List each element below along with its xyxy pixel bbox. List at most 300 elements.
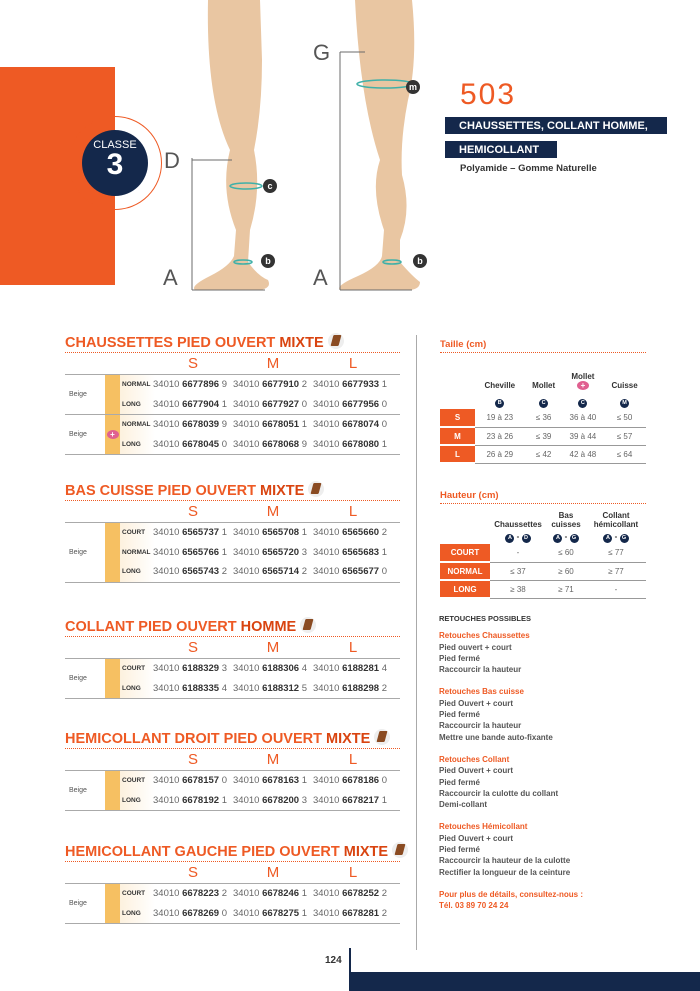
retouche-block <box>439 686 583 742</box>
code-check: 2 <box>381 682 387 694</box>
cell: ≥ 77 <box>586 562 646 580</box>
code-prefix: 34010 <box>233 438 260 450</box>
code-main: 6188312 <box>262 682 300 694</box>
product-code <box>313 683 393 694</box>
code-main: 6188329 <box>182 663 220 675</box>
code-check: 0 <box>221 438 227 450</box>
product-title-text: CHAUSSETTES PIED OUVERT <box>65 335 280 351</box>
code-check: 1 <box>301 907 307 919</box>
material: Polyamide – Gomme Naturelle <box>460 163 597 174</box>
cell: ≤ 57 <box>603 427 646 445</box>
code-main: 6565714 <box>262 566 300 578</box>
product-code <box>233 775 313 786</box>
plus-icon: + <box>577 381 589 390</box>
code-main: 6678252 <box>342 888 380 900</box>
product-title-text: BAS CUISSE PIED OUVERT <box>65 483 260 499</box>
marker-m: m <box>408 82 418 92</box>
code-main: 6188298 <box>342 682 380 694</box>
code-check: 3 <box>221 663 227 675</box>
size-S: S <box>187 639 198 656</box>
product-code <box>153 439 233 450</box>
marker-b: b <box>265 256 271 266</box>
code-check: 2 <box>381 527 387 539</box>
color-label: Beige <box>69 900 87 907</box>
badge-icon: A <box>553 534 562 543</box>
size-M: M <box>266 864 280 881</box>
retouche-item: Pied Ouvert + court <box>439 766 514 776</box>
product-title <box>65 481 400 501</box>
cell: 42 à 48 <box>563 445 604 463</box>
code-prefix: 34010 <box>233 663 260 675</box>
code-prefix: 34010 <box>153 527 180 539</box>
retouche-block <box>439 821 583 877</box>
code-check: 9 <box>301 438 307 450</box>
code-prefix: 34010 <box>313 566 340 578</box>
product-title-line1: CHAUSSETTES, COLLANT HOMME, <box>445 117 667 134</box>
taille-table <box>440 353 646 464</box>
badge-icon: B <box>495 399 504 408</box>
color-group <box>65 523 400 583</box>
code-prefix: 34010 <box>233 546 260 558</box>
table-row <box>120 791 400 811</box>
retouche-item: Pied fermé <box>439 653 480 663</box>
product-code <box>233 419 313 430</box>
size-label: S <box>440 409 475 427</box>
size-header <box>65 501 400 523</box>
badge-icon: M <box>620 399 629 408</box>
label-d: D <box>164 148 180 173</box>
code-check: 0 <box>381 566 387 578</box>
code-prefix: 34010 <box>153 682 180 694</box>
code-main: 6678186 <box>342 775 380 787</box>
retouche-item: Pied fermé <box>439 845 480 855</box>
badge-icon: D <box>522 534 531 543</box>
cell: - <box>490 544 546 562</box>
length-label: LONG <box>122 568 141 576</box>
size-M: M <box>266 639 280 656</box>
hauteur-section <box>440 490 646 599</box>
plus-icon: + <box>107 430 119 439</box>
code-main: 6678200 <box>262 794 300 806</box>
code-prefix: 34010 <box>313 907 340 919</box>
cell: ≤ 37 <box>490 562 546 580</box>
badge-icon: A <box>505 534 514 543</box>
product-code <box>233 908 313 919</box>
code-prefix: 34010 <box>313 775 340 787</box>
group-rows <box>120 884 400 923</box>
badge-icon: A <box>603 534 612 543</box>
size-S: S <box>187 751 198 768</box>
code-main: 6678051 <box>262 419 300 431</box>
code-prefix: 34010 <box>233 794 260 806</box>
code-prefix: 34010 <box>233 419 260 431</box>
code-prefix: 34010 <box>233 566 260 578</box>
table-row <box>120 562 400 582</box>
code-prefix: 34010 <box>233 682 260 694</box>
code-check: 4 <box>301 663 307 675</box>
length-label: COURT <box>440 544 490 562</box>
retouche-title: Retouches Chaussettes <box>439 631 530 641</box>
cell: ≤ 50 <box>603 409 646 427</box>
retouches-heading: RETOUCHES POSSIBLES <box>439 614 531 623</box>
color-label: Beige <box>69 787 87 794</box>
table-row <box>440 409 646 427</box>
code-prefix: 34010 <box>233 888 260 900</box>
product-code <box>313 775 393 786</box>
size-L: L <box>348 639 358 656</box>
group-rows <box>120 375 400 414</box>
size-L: L <box>348 503 358 520</box>
code-check: 1 <box>221 546 227 558</box>
table-row <box>120 523 400 543</box>
col-collant: Collant hémicollant <box>593 511 639 529</box>
product-table <box>65 617 400 699</box>
product-code <box>153 566 233 577</box>
color-label: Beige <box>69 675 87 682</box>
hauteur-table <box>440 504 646 599</box>
size-S: S <box>187 864 198 881</box>
product-title <box>65 729 400 749</box>
length-label: LONG <box>122 909 141 917</box>
badge-pair: A - G <box>586 530 646 544</box>
retouche-item: Rectifier la longueur de la ceinture <box>439 867 571 877</box>
code-main: 6565743 <box>182 566 220 578</box>
code-main: 6678223 <box>182 888 220 900</box>
cell: ≥ 71 <box>546 580 586 598</box>
col-cuisse: Cuisse <box>611 381 638 390</box>
code-prefix: 34010 <box>313 419 340 431</box>
color-group <box>65 659 400 699</box>
size-S: S <box>187 355 198 372</box>
product-title <box>65 333 400 353</box>
product-title-text: HEMICOLLANT DROIT PIED OUVERT <box>65 731 326 747</box>
table-row <box>440 544 646 562</box>
open-toe-icon <box>308 481 324 497</box>
table-row <box>120 771 400 791</box>
code-main: 6565708 <box>262 527 300 539</box>
retouche-title: Retouches Bas cuisse <box>439 687 524 697</box>
product-title-bold: MIXTE <box>326 731 371 747</box>
table-row <box>120 415 400 435</box>
cell: 26 à 29 <box>475 445 525 463</box>
length-label: NORMAL <box>122 421 151 429</box>
retouche-item: Pied Ouvert + court <box>439 698 514 708</box>
badge-pair: A - G <box>546 530 586 544</box>
size-label: L <box>440 445 475 463</box>
product-code <box>313 566 393 577</box>
cell: ≥ 38 <box>490 580 546 598</box>
code-prefix: 34010 <box>313 888 340 900</box>
table-row <box>120 904 400 924</box>
code-check: 1 <box>221 794 227 806</box>
length-label: LONG <box>122 796 141 804</box>
code-prefix: 34010 <box>153 566 180 578</box>
table-row <box>120 395 400 415</box>
code-main: 6677904 <box>182 398 220 410</box>
color-bar <box>105 659 120 698</box>
code-prefix: 34010 <box>233 379 260 391</box>
table-row <box>440 580 646 598</box>
code-prefix: 34010 <box>153 438 180 450</box>
group-rows <box>120 771 400 810</box>
code-check: 4 <box>221 682 227 694</box>
size-L: L <box>348 355 358 372</box>
taille-title: Taille (cm) <box>440 339 646 353</box>
code-main: 6678157 <box>182 775 220 787</box>
code-prefix: 34010 <box>233 527 260 539</box>
badge-icon: C <box>578 399 587 408</box>
code-prefix: 34010 <box>233 775 260 787</box>
table-row <box>440 445 646 463</box>
code-main: 6188306 <box>262 663 300 675</box>
code-check: 2 <box>301 379 307 391</box>
product-title-line2: HEMICOLLANT <box>445 141 557 158</box>
length-label: LONG <box>122 684 141 692</box>
product-code <box>153 775 233 786</box>
code-main: 6565683 <box>342 546 380 558</box>
badge-icon: C <box>539 399 548 408</box>
length-label: NORMAL <box>440 562 490 580</box>
retouche-item: Pied Ouvert + court <box>439 833 514 843</box>
cell: 19 à 23 <box>475 409 525 427</box>
product-code <box>233 566 313 577</box>
code-check: 1 <box>381 546 387 558</box>
code-prefix: 34010 <box>153 379 180 391</box>
code-check: 1 <box>301 888 307 900</box>
product-code <box>153 795 233 806</box>
color-group <box>65 771 400 811</box>
code-main: 6677910 <box>262 379 300 391</box>
code-check: 2 <box>381 888 387 900</box>
length-label: LONG <box>122 440 141 448</box>
code-main: 6188281 <box>342 663 380 675</box>
product-code <box>153 379 233 390</box>
product-reference: 503 <box>460 78 517 111</box>
retouche-item: Pied fermé <box>439 710 480 720</box>
size-S: S <box>187 503 198 520</box>
code-main: 6677956 <box>342 398 380 410</box>
length-label: LONG <box>440 580 490 598</box>
size-L: L <box>348 751 358 768</box>
code-check: 5 <box>301 682 307 694</box>
code-main: 6565720 <box>262 546 300 558</box>
code-check: 0 <box>221 907 227 919</box>
col-label: Mollet <box>571 372 595 381</box>
product-code <box>313 439 393 450</box>
group-rows <box>120 523 400 582</box>
table-row <box>120 659 400 679</box>
color-bar <box>105 415 120 454</box>
code-check: 1 <box>381 379 387 391</box>
size-header <box>65 353 400 375</box>
cell: 36 à 40 <box>563 409 604 427</box>
size-header <box>65 862 400 884</box>
length-label: COURT <box>122 777 146 785</box>
code-main: 6678217 <box>342 794 380 806</box>
product-code <box>313 379 393 390</box>
code-main: 6565677 <box>342 566 380 578</box>
code-main: 6565766 <box>182 546 220 558</box>
code-main: 6678269 <box>182 907 220 919</box>
product-title-bold: MIXTE <box>343 844 389 860</box>
code-prefix: 34010 <box>153 546 180 558</box>
col-cheville: Cheville <box>484 381 516 390</box>
color-label: Beige <box>69 431 87 438</box>
code-main: 6565737 <box>182 527 220 539</box>
size-L: L <box>348 864 358 881</box>
code-main: 6678068 <box>262 438 300 450</box>
length-label: COURT <box>122 665 146 673</box>
code-check: 2 <box>221 566 227 578</box>
product-title-text: HEMICOLLANT GAUCHE PIED OUVERT <box>65 844 344 860</box>
code-prefix: 34010 <box>313 663 340 675</box>
page-number: 124 <box>325 955 342 966</box>
product-code <box>313 527 393 538</box>
color-group <box>65 884 400 924</box>
table-row <box>120 679 400 699</box>
cell: - <box>586 580 646 598</box>
product-code <box>233 527 313 538</box>
retouche-item: Pied ouvert + court <box>439 642 512 652</box>
product-code <box>153 547 233 558</box>
length-label: COURT <box>122 529 146 537</box>
code-prefix: 34010 <box>313 682 340 694</box>
cell: 39 à 44 <box>563 427 604 445</box>
code-check: 4 <box>381 663 387 675</box>
product-table <box>65 333 400 455</box>
product-title <box>65 617 400 637</box>
code-main: 6565660 <box>342 527 380 539</box>
open-toe-icon <box>300 617 316 633</box>
label-a: A <box>163 265 178 290</box>
product-code <box>153 527 233 538</box>
code-main: 6677896 <box>182 379 220 391</box>
code-main: 6677927 <box>262 398 300 410</box>
product-title-bold: MIXTE <box>259 483 305 499</box>
cell: ≤ 36 <box>525 409 563 427</box>
product-code <box>313 663 393 674</box>
product-title-bold: HOMME <box>240 619 297 635</box>
label-g: G <box>313 40 331 65</box>
product-code <box>233 399 313 410</box>
retouche-block <box>439 630 583 675</box>
code-check: 2 <box>381 907 387 919</box>
size-M: M <box>266 355 280 372</box>
cell: ≥ 60 <box>546 562 586 580</box>
group-rows <box>120 659 400 698</box>
code-prefix: 34010 <box>313 546 340 558</box>
marker-b2: b <box>417 256 423 266</box>
product-code <box>233 439 313 450</box>
col-mollet-plus <box>563 353 604 391</box>
cell: ≤ 77 <box>586 544 646 562</box>
footer-bar <box>350 972 700 991</box>
length-label: COURT <box>122 890 146 898</box>
classe-number: 3 <box>106 148 124 181</box>
retouche-title: Retouches Hémicollant <box>439 822 528 832</box>
code-prefix: 34010 <box>153 794 180 806</box>
open-toe-icon <box>328 333 344 349</box>
classe-label: CLASSE <box>93 139 137 151</box>
color-bar <box>105 375 120 414</box>
code-main: 6678246 <box>262 888 300 900</box>
badge-pair: A - D <box>490 530 546 544</box>
product-code <box>313 399 393 410</box>
code-check: 1 <box>381 794 387 806</box>
product-code <box>153 888 233 899</box>
contact-line: Pour plus de détails, consultez-nous : <box>439 889 584 899</box>
product-code <box>313 908 393 919</box>
retouche-item: Mettre une bande auto-fixante <box>439 732 553 742</box>
length-label: LONG <box>122 400 141 408</box>
code-main: 6678045 <box>182 438 220 450</box>
product-code <box>313 419 393 430</box>
color-group <box>65 375 400 415</box>
product-code <box>313 888 393 899</box>
retouche-item: Raccourcir la hauteur de la culotte <box>439 856 571 866</box>
code-check: 3 <box>301 794 307 806</box>
classe-badge <box>82 130 148 196</box>
code-check: 0 <box>301 398 307 410</box>
product-code <box>153 399 233 410</box>
code-prefix: 34010 <box>153 419 180 431</box>
table-row <box>120 435 400 455</box>
code-check: 3 <box>301 546 307 558</box>
product-code <box>233 379 313 390</box>
code-check: 9 <box>221 379 227 391</box>
product-code <box>313 795 393 806</box>
code-prefix: 34010 <box>233 907 260 919</box>
product-code <box>233 888 313 899</box>
size-M: M <box>266 503 280 520</box>
color-label: Beige <box>69 391 87 398</box>
color-bar <box>105 771 120 810</box>
color-bar <box>105 523 120 582</box>
column-divider <box>416 335 417 950</box>
code-prefix: 34010 <box>313 379 340 391</box>
code-check: 0 <box>221 775 227 787</box>
color-label: Beige <box>69 548 87 556</box>
code-main: 6678074 <box>342 419 380 431</box>
leg-measurement-diagram <box>150 0 440 300</box>
retouche-block <box>439 754 583 810</box>
product-table <box>65 842 400 924</box>
product-code <box>313 547 393 558</box>
code-check: 9 <box>221 419 227 431</box>
cell: ≤ 42 <box>525 445 563 463</box>
cell: ≤ 60 <box>546 544 586 562</box>
code-prefix: 34010 <box>153 398 180 410</box>
product-table <box>65 729 400 811</box>
product-title-text: COLLANT PIED OUVERT <box>65 619 241 635</box>
product-code <box>233 663 313 674</box>
product-code <box>153 908 233 919</box>
label-a2: A <box>313 265 328 290</box>
code-check: 0 <box>381 419 387 431</box>
open-toe-icon <box>392 842 408 858</box>
size-label: M <box>440 427 475 445</box>
retouche-item: Raccourcir la hauteur <box>439 721 522 731</box>
cell: ≤ 39 <box>525 427 563 445</box>
taille-section <box>440 339 646 464</box>
code-check: 2 <box>301 566 307 578</box>
badge-icon: G <box>620 534 629 543</box>
open-toe-icon <box>374 729 390 745</box>
product-code <box>153 683 233 694</box>
code-main: 6677933 <box>342 379 380 391</box>
code-prefix: 34010 <box>313 438 340 450</box>
code-check: 1 <box>221 527 227 539</box>
